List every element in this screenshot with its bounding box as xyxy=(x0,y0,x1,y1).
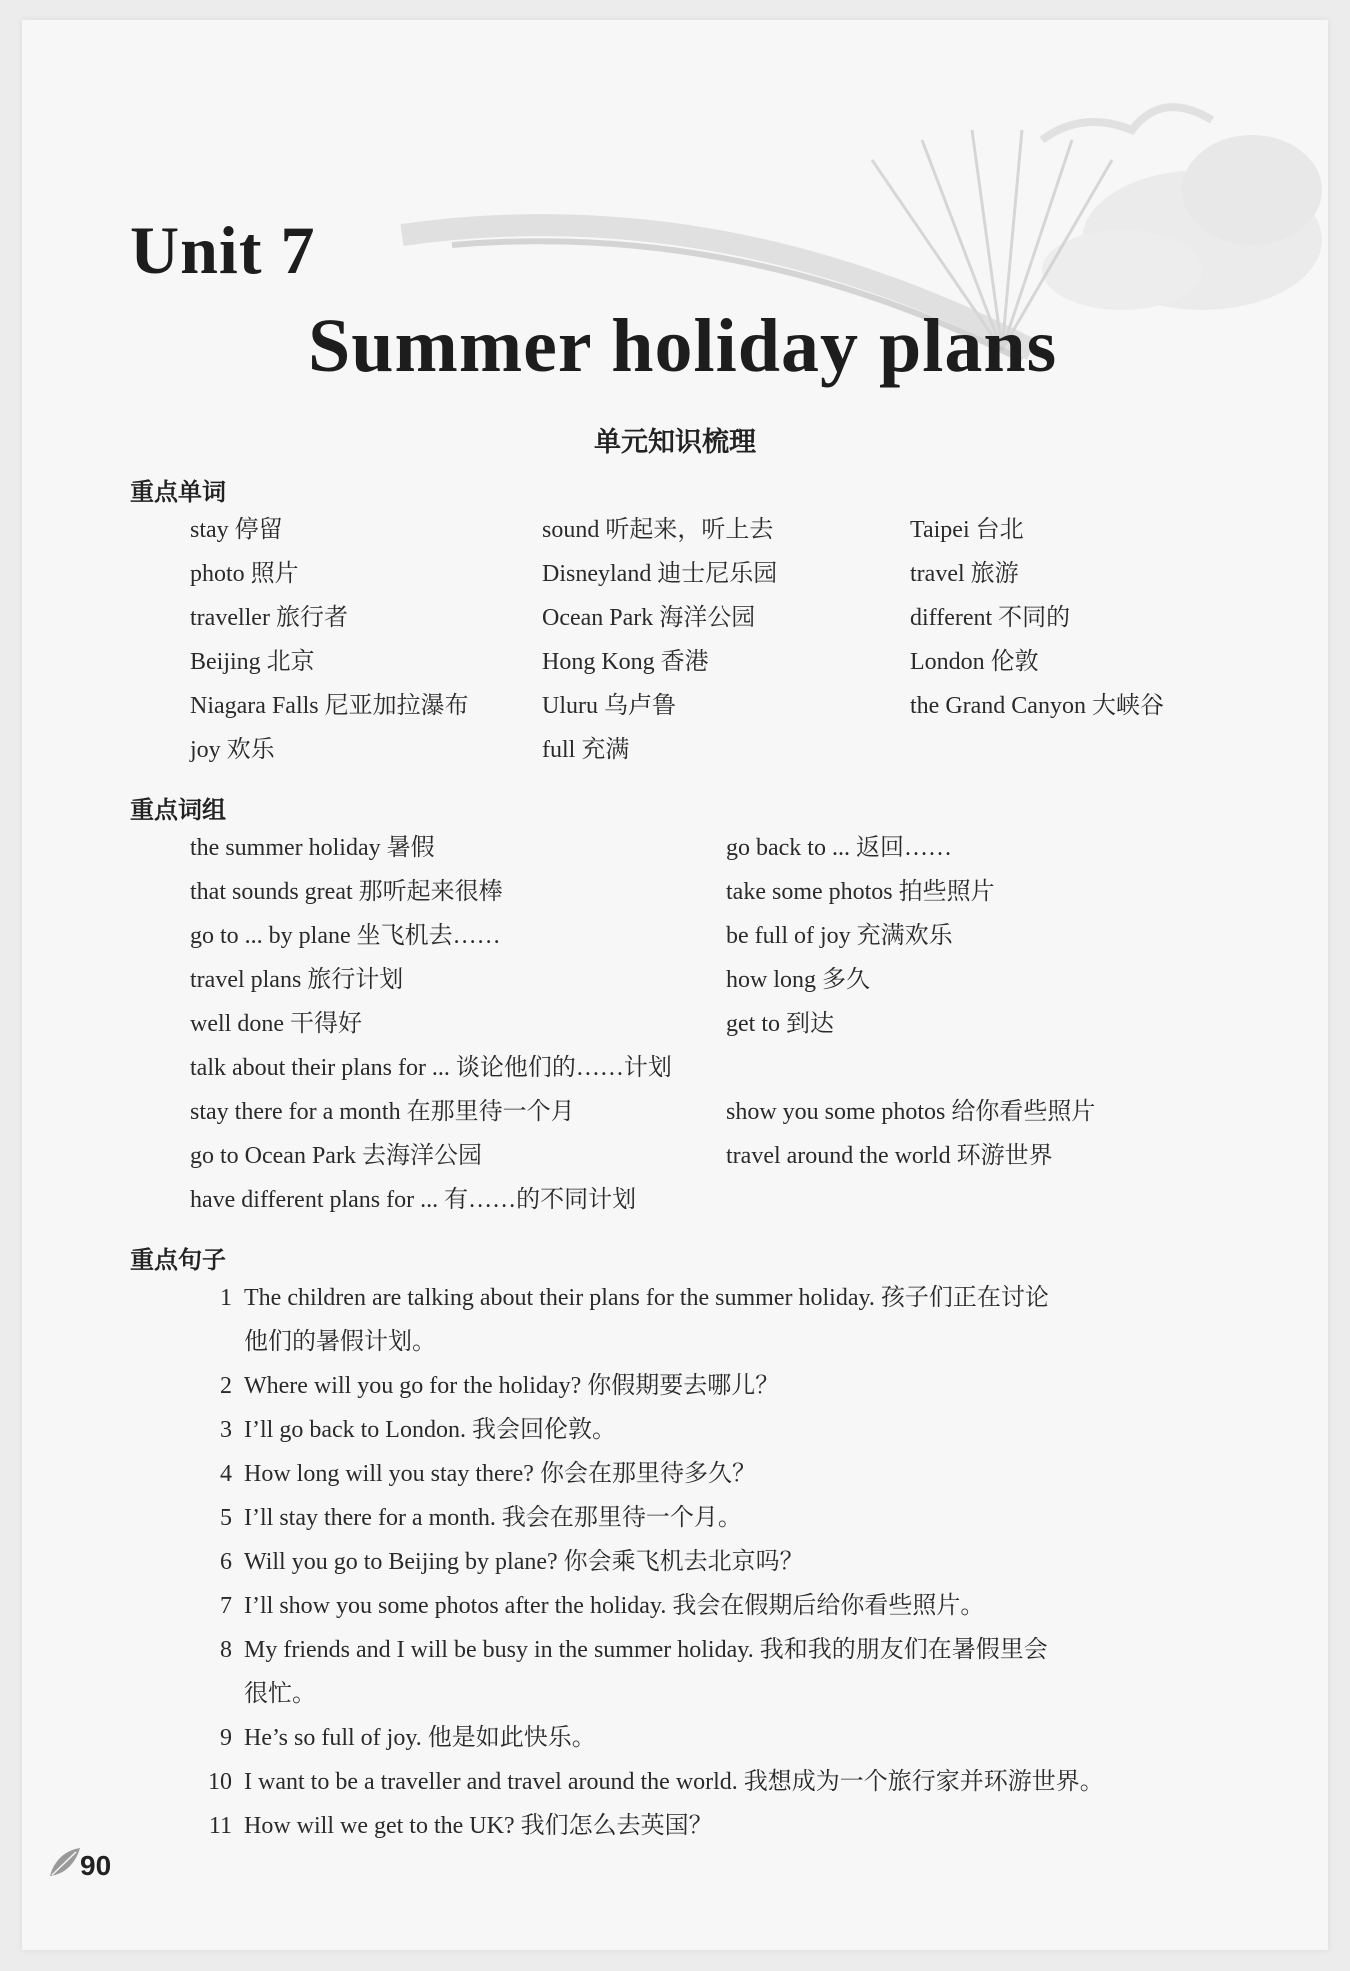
sentence-item xyxy=(196,1276,1226,1364)
word-item: London 伦敦 xyxy=(910,649,1039,675)
phrase-item: stay there for a month 在那里待一个月 xyxy=(190,1099,575,1125)
word-item: full 充满 xyxy=(542,737,630,763)
unit-label: Unit 7 xyxy=(130,212,316,288)
sentence-number: 8 xyxy=(220,1637,232,1663)
word-item: Taipei 台北 xyxy=(910,517,1024,543)
sentence-text: I’ll show you some photos after the holiday. 我会在假期后给你看些照片。 xyxy=(244,1593,985,1619)
word-item: Disneyland 迪士尼乐园 xyxy=(542,561,778,587)
sentence-number: 7 xyxy=(220,1593,232,1619)
sentence-item xyxy=(196,1584,1226,1628)
sentence-item xyxy=(196,1364,1226,1408)
heading-key-phrases: 重点词组 xyxy=(130,796,226,824)
word-item: travel 旅游 xyxy=(910,561,1019,587)
word-item: traveller 旅行者 xyxy=(190,605,348,631)
phrase-item: well done 干得好 xyxy=(190,1011,362,1037)
phrase-item: get to 到达 xyxy=(726,1011,834,1037)
sentence-item xyxy=(196,1628,1226,1716)
word-item: joy 欢乐 xyxy=(190,737,275,763)
sentence-number: 2 xyxy=(220,1373,232,1399)
sentence-text: I’ll stay there for a month. 我会在那里待一个月。 xyxy=(244,1505,742,1531)
sentence-text: How long will you stay there? 你会在那里待多久？ xyxy=(244,1461,756,1487)
phrase-item: take some photos 拍些照片 xyxy=(726,879,995,905)
phrase-item: how long 多久 xyxy=(726,967,870,993)
word-item: Beijing 北京 xyxy=(190,649,315,675)
word-item: different 不同的 xyxy=(910,605,1071,631)
sentence-item xyxy=(196,1716,1226,1760)
sentence-item xyxy=(196,1452,1226,1496)
unit-title: Summer holiday plans xyxy=(308,304,1058,388)
sentence-item xyxy=(196,1760,1226,1804)
sentence-item xyxy=(196,1540,1226,1584)
word-item: photo 照片 xyxy=(190,561,299,587)
phrase-item: go to Ocean Park 去海洋公园 xyxy=(190,1143,482,1169)
sentence-text: Will you go to Beijing by plane? 你会乘飞机去北京吗？ xyxy=(244,1549,804,1575)
sentence-text: The children are talking about their plans for the summer holiday. 孩子们正在讨论 xyxy=(244,1285,1049,1311)
word-item: sound 听起来，听上去 xyxy=(542,517,774,543)
phrase-item: the summer holiday 暑假 xyxy=(190,835,435,861)
sentence-item xyxy=(196,1408,1226,1452)
phrase-item: show you some photos 给你看些照片 xyxy=(726,1099,1096,1125)
sentence-number: 5 xyxy=(220,1505,232,1531)
word-item: the Grand Canyon 大峡谷 xyxy=(910,693,1164,719)
phrase-item: be full of joy 充满欢乐 xyxy=(726,923,953,949)
word-item: Niagara Falls 尼亚加拉瀑布 xyxy=(190,693,469,719)
sentence-text: He’s so full of joy. 他是如此快乐。 xyxy=(244,1725,596,1751)
sentence-text: How will we get to the UK? 我们怎么去英国？ xyxy=(244,1813,713,1839)
phrase-item: go back to ... 返回…… xyxy=(726,835,952,861)
word-item: Hong Kong 香港 xyxy=(542,649,709,675)
sentence-item xyxy=(196,1804,1226,1848)
heading-key-sentences: 重点句子 xyxy=(130,1246,226,1274)
page-number: 90 xyxy=(80,1850,112,1881)
section-title: 单元知识梳理 xyxy=(594,427,756,458)
phrase-item: travel plans 旅行计划 xyxy=(190,967,404,993)
sentence-number: 9 xyxy=(220,1725,232,1751)
sentence-text: I want to be a traveller and travel around the world. 我想成为一个旅行家并环游世界。 xyxy=(244,1769,1104,1795)
word-item: Ocean Park 海洋公园 xyxy=(542,605,756,631)
textbook-page xyxy=(22,20,1328,1950)
sentence-number: 4 xyxy=(220,1461,232,1487)
word-item: stay 停留 xyxy=(190,517,283,543)
sentence-number: 1 xyxy=(220,1285,232,1311)
phrase-item: travel around the world 环游世界 xyxy=(726,1143,1053,1169)
sentence-number: 3 xyxy=(220,1417,232,1443)
leaf-icon xyxy=(48,1846,82,1880)
phrase-item: have different plans for ... 有……的不同计划 xyxy=(190,1187,637,1213)
sentence-continuation: 很忙。 xyxy=(244,1681,316,1707)
phrase-item: that sounds great 那听起来很棒 xyxy=(190,879,503,905)
sentence-number: 11 xyxy=(208,1813,232,1839)
sentence-continuation: 他们的暑假计划。 xyxy=(244,1329,436,1355)
sentence-text: Where will you go for the holiday? 你假期要去哪儿？ xyxy=(244,1373,780,1399)
sentence-text: My friends and I will be busy in the summer holiday. 我和我的朋友们在暑假里会 xyxy=(244,1637,1048,1663)
phrase-item: talk about their plans for ... 谈论他们的……计划 xyxy=(190,1055,672,1081)
sentence-text: I’ll go back to London. 我会回伦敦。 xyxy=(244,1417,616,1443)
heading-key-words: 重点单词 xyxy=(130,478,226,506)
sentence-number: 6 xyxy=(220,1549,232,1575)
phrase-item: go to ... by plane 坐飞机去…… xyxy=(190,923,501,949)
sentence-number: 10 xyxy=(208,1769,232,1795)
word-item: Uluru 乌卢鲁 xyxy=(542,693,676,719)
sentence-item xyxy=(196,1496,1226,1540)
